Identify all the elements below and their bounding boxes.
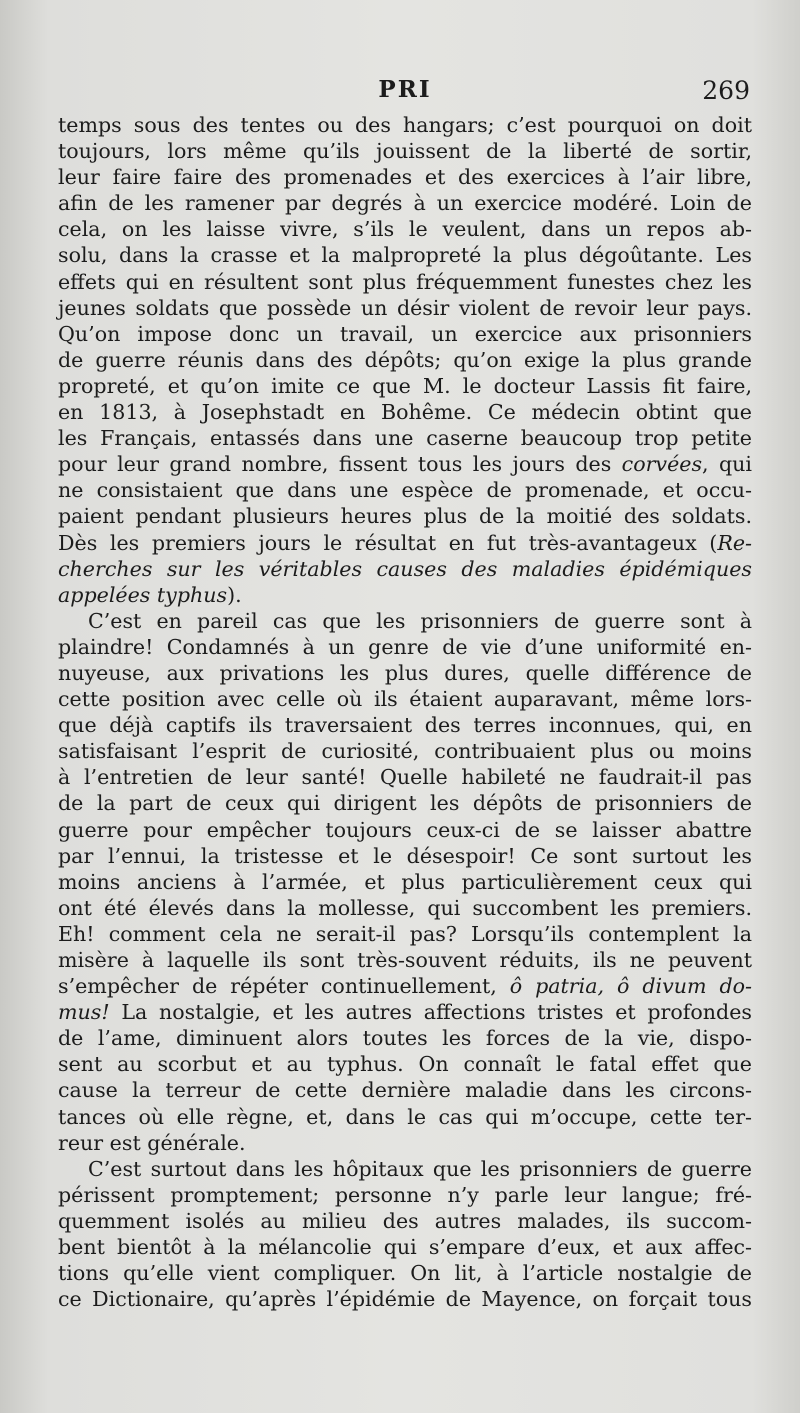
text-line: les Français, entassés dans une caserne beaucoup trop petite: [58, 426, 752, 451]
text-line: [58, 451, 752, 477]
text-line: satisfaisant l’esprit de curiosité, contribuaient plus ou moins: [58, 739, 752, 764]
text-line: temps sous des tentes ou des hangars; c’est pourquoi on doit: [58, 113, 752, 137]
text-line: ont été élevés dans la mollesse, qui succombent les premiers.: [58, 895, 752, 920]
page-header: [60, 76, 750, 110]
text-line: leur faire faire des promenades et des exercices à l’air libre,: [58, 165, 752, 190]
page-number: 269: [702, 76, 750, 105]
text-line: cela, on les laisse vivre, s’ils le veulent, dans un repos ab-: [58, 217, 752, 242]
text-line: cause la terreur de cette dernière maladie dans les circons-: [58, 1078, 752, 1103]
text-line: [58, 973, 752, 999]
text-line: [58, 999, 752, 1025]
text-line: de guerre réunis dans des dépôts; qu’on exige la plus grande: [58, 347, 752, 372]
text-line: ne consistaient que dans une espèce de promenade, et occu-: [58, 478, 752, 503]
text-line: reur est générale.: [58, 1130, 246, 1155]
text-line: [58, 530, 752, 556]
text-line: cette position avec celle où ils étaient auparavant, même lors-: [58, 687, 752, 712]
text-line: de la part de ceux qui dirigent les dépôts de prisonniers de: [58, 791, 752, 816]
text-line: bent bientôt à la mélancolie qui s’empare d’eux, et aux affec-: [58, 1235, 752, 1260]
text-line: moins anciens à l’armée, et plus particulièrement ceux qui: [58, 869, 752, 894]
text-line: quemment isolés au milieu des autres malades, ils succom-: [58, 1208, 752, 1233]
text-segment: pour leur grand nombre, fissent tous les jours des: [58, 452, 622, 477]
text-line: guerre pour empêcher toujours ceux-ci de se laisser abattre: [58, 817, 752, 842]
text-line: solu, dans la crasse et la malpropreté la plus dégoûtante. Les: [58, 243, 752, 268]
text-segment: , qui: [702, 452, 752, 477]
text-line: que déjà captifs ils traversaient des terres inconnues, qui, en: [58, 713, 752, 738]
text-line: [58, 556, 752, 582]
text-segment: Dès les premiers jours le résultat en fut très-avantageux (: [58, 530, 718, 555]
text-line: ce Dictionaire, qu’après l’épidémie de Mayence, on forçait tous: [58, 1287, 752, 1312]
text-line: Qu’on impose donc un travail, un exercice aux prisonniers: [58, 321, 752, 346]
text-line: de l’ame, diminuent alors toutes les forces de la vie, dispo-: [58, 1026, 752, 1051]
text-line: effets qui en résultent sont plus fréquemment funestes chez les: [58, 269, 752, 294]
text-line: misère à laquelle ils sont très-souvent réduits, ils ne peuvent: [58, 948, 752, 972]
text-line: propreté, et qu’on imite ce que M. le docteur Lassis fit faire,: [58, 373, 752, 398]
italic-segment: Re-: [717, 530, 752, 555]
text-line: à l’entretien de leur santé! Quelle habileté ne faudrait-il pas: [58, 765, 752, 790]
text-line: Eh! comment cela ne serait-il pas? Lorsqu’ils contemplent la: [58, 921, 752, 946]
text-line: sent au scorbut et au typhus. On connaît le fatal effet que: [58, 1052, 752, 1077]
text-line: tions qu’elle vient compliquer. On lit, à l’article nostalgie de: [58, 1261, 752, 1286]
italic-segment: appelées typhus: [58, 582, 228, 607]
text-line: toujours, lors même qu’ils jouissent de la liberté de sortir,: [58, 139, 752, 164]
text-segment: ).: [227, 582, 242, 607]
text-line: jeunes soldats que possède un désir violent de revoir leur pays.: [58, 295, 752, 320]
italic-segment: ô patria, ô divum do-: [509, 974, 752, 999]
text-line: C’est en pareil cas que les prisonniers de guerre sont à: [88, 608, 752, 633]
text-line: C’est surtout dans les hôpitaux que les prisonniers de guerre: [88, 1156, 752, 1181]
text-line: périssent promptement; personne n’y parle leur langue; fré-: [58, 1182, 752, 1207]
italic-segment: cherches sur les véritables causes des maladies épidémiques: [58, 556, 752, 581]
body-text: [58, 112, 752, 1312]
text-line: tances où elle règne, et, dans le cas qui m’occupe, cette ter-: [58, 1104, 752, 1129]
text-line: nuyeuse, aux privations les plus dures, quelle différence de: [58, 660, 752, 685]
text-segment: s’empêcher de répéter continuellement,: [58, 974, 510, 999]
running-head: PRI: [378, 76, 432, 103]
italic-segment: corvées: [621, 452, 703, 477]
text-line: [58, 582, 752, 608]
text-line: par l’ennui, la tristesse et le désespoir! Ce sont surtout les: [58, 843, 752, 868]
text-segment: La nostalgie, et les autres affections tristes et profondes: [109, 1000, 752, 1025]
text-line: afin de les ramener par degrés à un exercice modéré. Loin de: [58, 191, 752, 216]
text-line: paient pendant plusieurs heures plus de la moitié des soldats.: [58, 504, 752, 529]
text-line: plaindre! Condamnés à un genre de vie d’une uniformité en-: [58, 634, 752, 659]
text-line: en 1813, à Josephstadt en Bohême. Ce médecin obtint que: [58, 400, 752, 425]
italic-segment: mus!: [58, 1000, 110, 1025]
